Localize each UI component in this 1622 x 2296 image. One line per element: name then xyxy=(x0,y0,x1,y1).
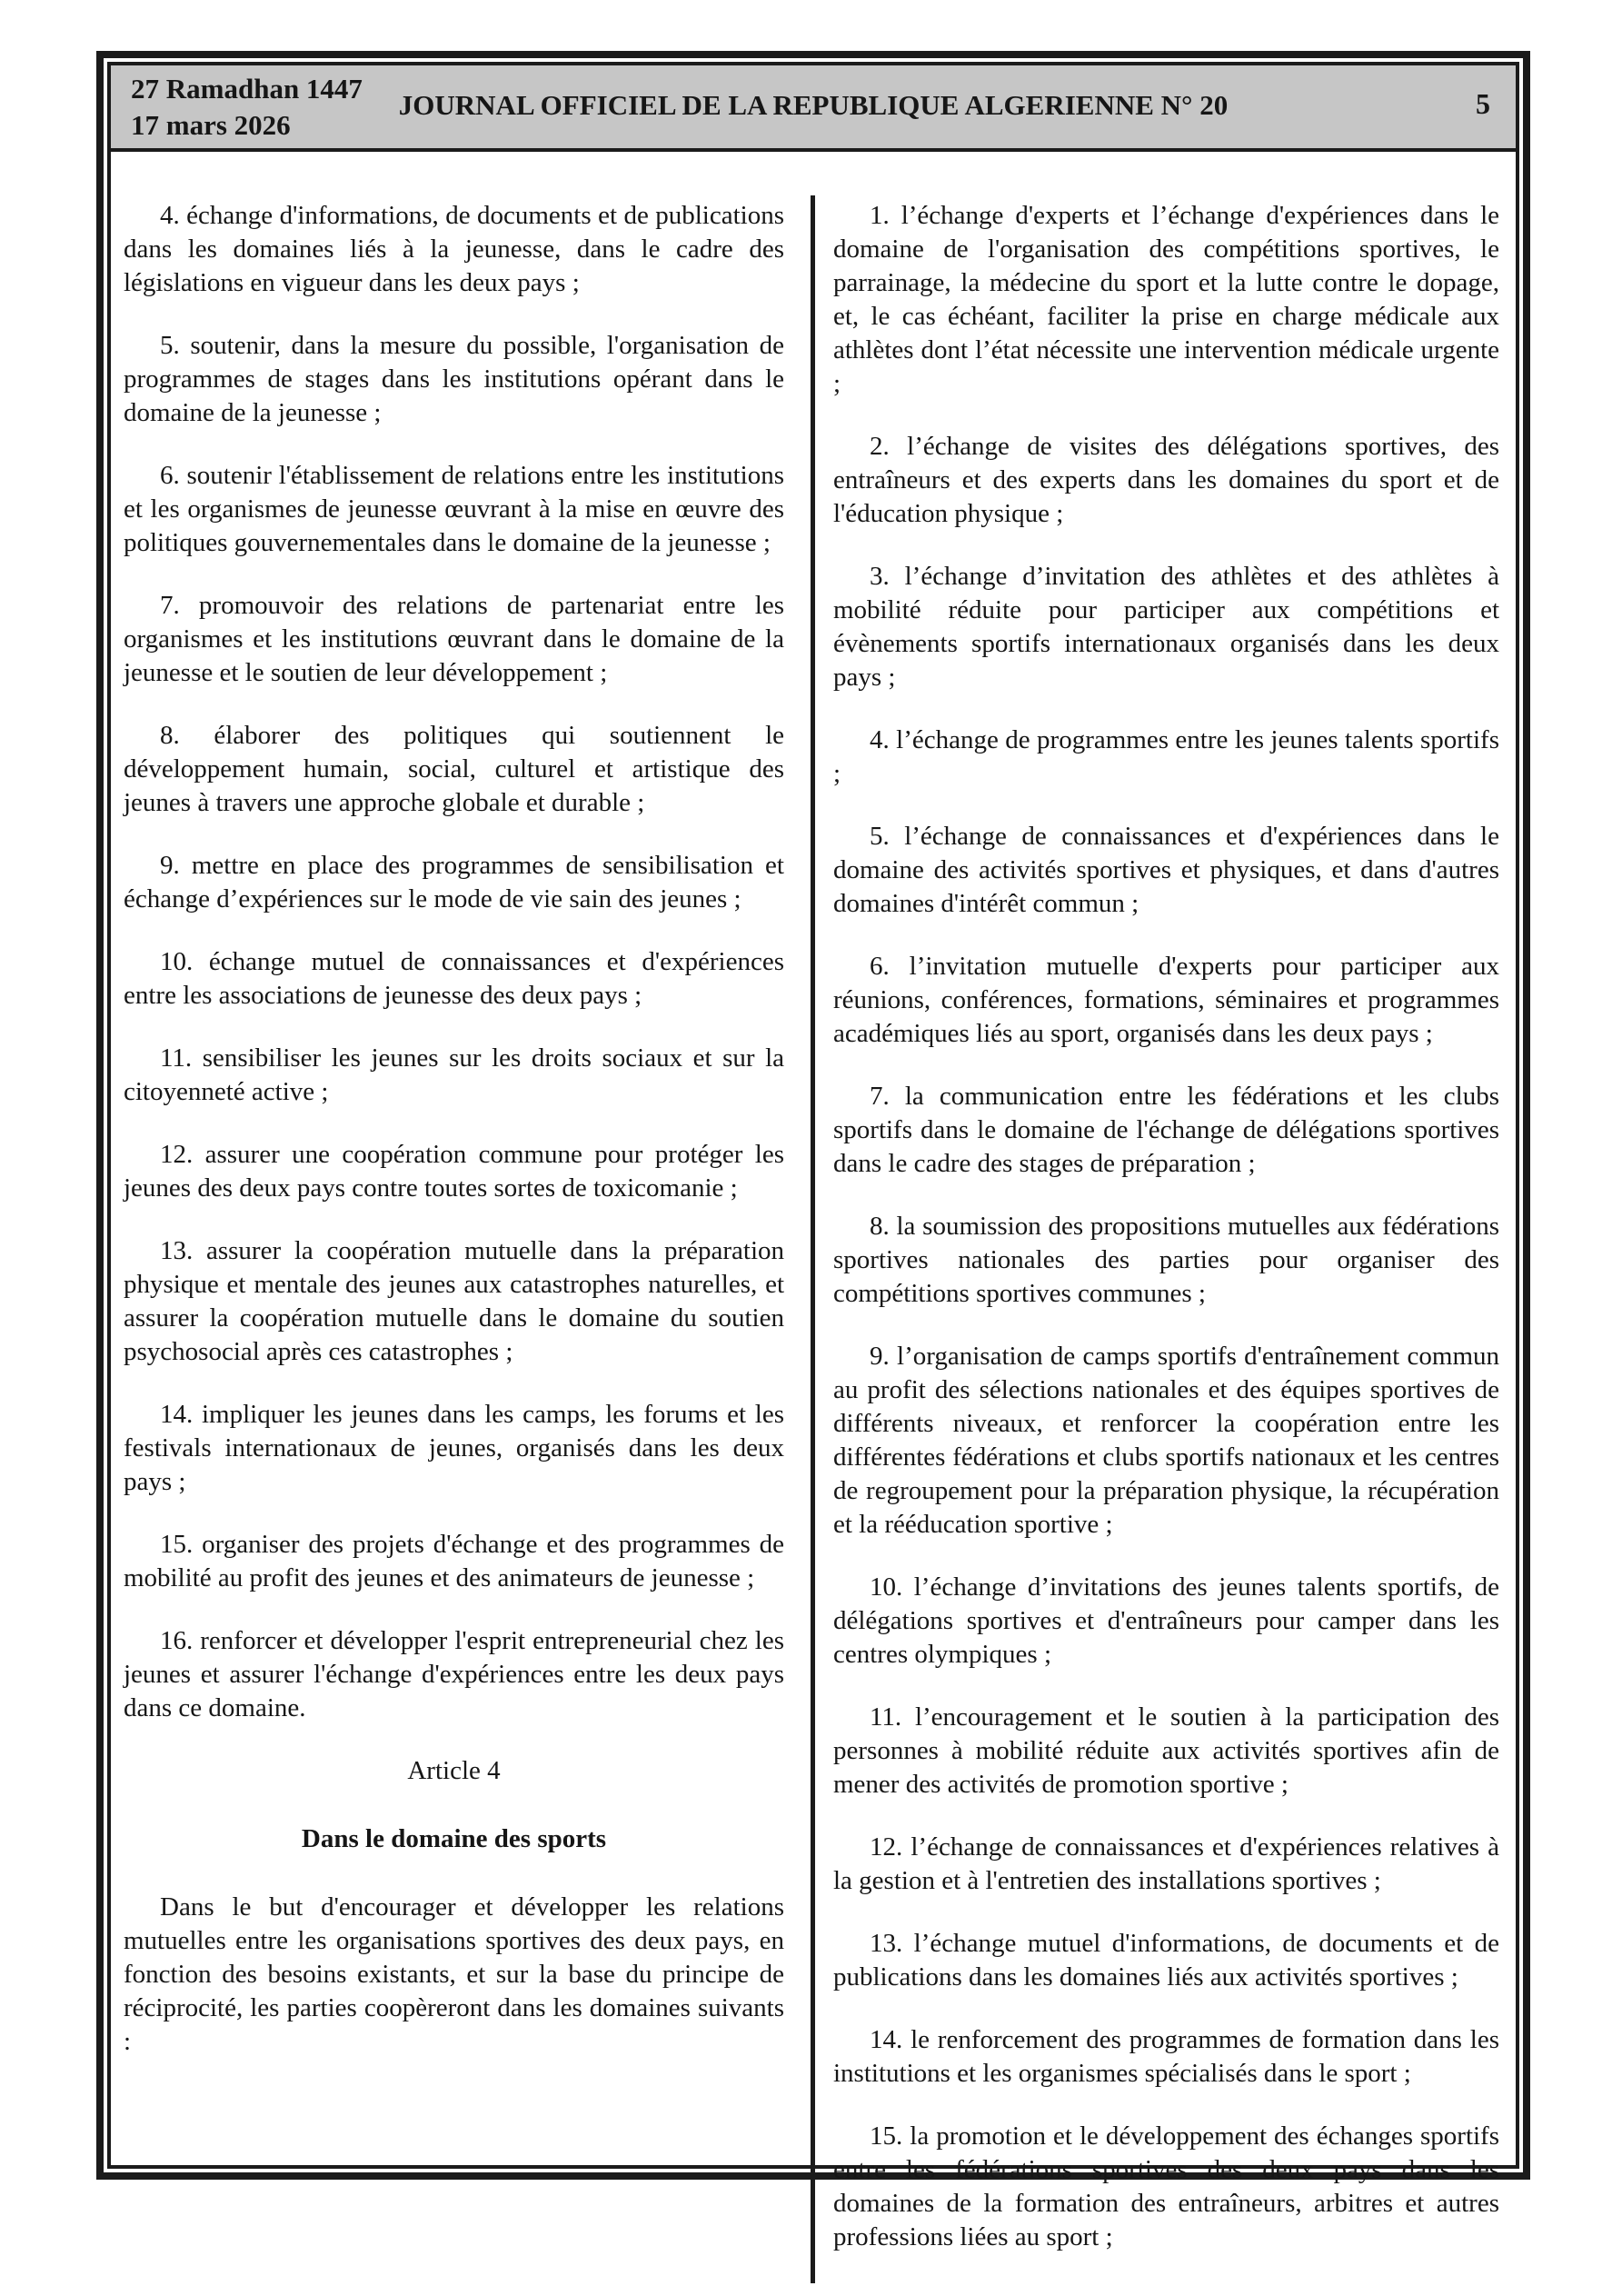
numbered-item: 11. l’encouragement et le soutien à la participation des personnes à mobilité réduite aux activités sportives afin de mener des activités de promotion sportive ; xyxy=(833,1702,1499,1799)
numbered-item: 6. l’invitation mutuelle d'experts pour participer aux réunions, conférences, formations, séminaires et programmes académiques liés au sport, organisés dans les deux pays ; xyxy=(833,952,1499,1048)
numbered-item: 10. échange mutuel de connaissances et d'expériences entre les associations de jeunesse des deux pays ; xyxy=(124,947,784,1010)
article-heading: Article 4 xyxy=(407,1756,501,1785)
page-frame xyxy=(96,51,1530,2251)
numbered-item: 13. l’échange mutuel d'informations, de documents et de publications dans les domaines liés aux activités sportives ; xyxy=(833,1929,1499,1992)
gregorian-date: 17 mars 2026 xyxy=(131,109,291,141)
page-number: 5 xyxy=(1476,87,1490,120)
numbered-item: 9. l’organisation de camps sportifs d'entraînement commun au profit des sélections nationales et des équipes sportives de différents niveaux, et renforcer la coopération entre les différentes fédérations et clubs sportifs nationaux et les centres de regroupement pour la préparation physique, la récupération et la rééducation sportive ; xyxy=(833,1342,1499,1539)
numbered-item: 15. organiser des projets d'échange et des programmes de mobilité au profit des jeunes et des animateurs de jeunesse ; xyxy=(124,1530,784,1592)
numbered-item: 12. assurer une coopération commune pour protéger les jeunes des deux pays contre toutes sortes de toxicomanie ; xyxy=(124,1140,784,1203)
numbered-item: 3. l’échange d’invitation des athlètes et des athlètes à mobilité réduite pour participer aux compétitions et évènements sportifs internationaux organisés dans les deux pays ; xyxy=(833,562,1499,692)
numbered-item: 10. l’échange d’invitations des jeunes talents sportifs, de délégations sportives et d'entraîneurs pour camper dans les centres olympiques ; xyxy=(833,1572,1499,1669)
page-content xyxy=(111,152,1516,2283)
numbered-item: 5. soutenir, dans la mesure du possible, l'organisation de programmes de stages dans les institutions opérant dans le domaine de la jeunesse ; xyxy=(124,331,784,427)
article-subtitle: Dans le domaine des sports xyxy=(301,1824,607,1853)
numbered-item: 16. renforcer et développer l'esprit entrepreneurial chez les jeunes et assurer l'échange d'expériences entre les deux pays dans ce domaine. xyxy=(124,1626,784,1722)
numbered-item: 14. le renforcement des programmes de formation dans les institutions et les organismes spécialisés dans le sport ; xyxy=(833,2025,1499,2088)
numbered-item: 14. impliquer les jeunes dans les camps, les forums et les festivals internationaux de jeunes, organisés dans les deux pays ; xyxy=(124,1400,784,1496)
numbered-item: 4. échange d'informations, de documents et de publications dans les domaines liés à la jeunesse, dans le cadre des législations en vigueur dans les deux pays ; xyxy=(124,201,784,297)
numbered-item: 5. l’échange de connaissances et d'expériences dans le domaine des activités sportives et physiques, et dans d'autres domaines d'intérêt commun ; xyxy=(833,822,1499,918)
journal-header xyxy=(111,65,1516,152)
numbered-item: 12. l’échange de connaissances et d'expériences relatives à la gestion et à l'entretien des installations sportives ; xyxy=(833,1832,1499,1895)
numbered-item: 1. l’échange d'experts et l’échange d'expériences dans le domaine de l'organisation des compétitions sportives, le parrainage, la médecine du sport et la lutte contre le dopage, et, le cas échéant, faciliter la prise en charge médicale aux athlètes dont l’état nécessite une intervention médicale urgente ; xyxy=(833,201,1499,398)
numbered-item: 8. élaborer des politiques qui soutiennent le développement humain, social, culturel et artistique des jeunes à travers une approche globale et durable ; xyxy=(124,721,784,817)
closing-paragraph: Dans le but d'encourager et développer les relations mutuelles entre les organisations sportives des deux pays, en fonction des besoins existants, et sur la base du principe de réciprocité, les parties coopèreront dans les domaines suivants : xyxy=(124,1892,784,2056)
journal-title: JOURNAL OFFICIEL DE LA REPUBLIQUE ALGERIENNE N° 20 xyxy=(398,89,1229,121)
page-frame-inner xyxy=(107,62,1519,2251)
numbered-item: 7. la communication entre les fédérations et les clubs sportifs dans le domaine de l'échange de délégations sportives dans le cadre des stages de préparation ; xyxy=(833,1082,1499,1178)
hijri-date: 27 Ramadhan 1447 xyxy=(131,73,363,105)
column-divider xyxy=(811,195,815,2283)
numbered-item: 2. l’échange de visites des délégations sportives, des entraîneurs et des experts dans les domaines du sport et de l'éducation physique ; xyxy=(833,432,1499,528)
numbered-item: 9. mettre en place des programmes de sensibilisation et échange d’expériences sur le mode de vie sain des jeunes ; xyxy=(124,851,784,913)
left-column xyxy=(111,152,813,2283)
right-column xyxy=(813,152,1516,2283)
numbered-item: 13. assurer la coopération mutuelle dans la préparation physique et mentale des jeunes aux catastrophes naturelles, et assurer la coopération mutuelle dans le domaine du soutien psychosocial après ces catastrophes ; xyxy=(124,1236,784,1366)
numbered-item: 11. sensibiliser les jeunes sur les droits sociaux et sur la citoyenneté active ; xyxy=(124,1043,784,1106)
numbered-item: 6. soutenir l'établissement de relations entre les institutions et les organismes de jeunesse œuvrant à la mise en œuvre des politiques gouvernementales dans le domaine de la jeunesse ; xyxy=(124,461,784,557)
numbered-item: 15. la promotion et le développement des échanges sportifs entre les fédérations sportives des deux pays dans les domaines de la formation des entraîneurs, arbitres et autres professions liées au sport ; xyxy=(833,2121,1499,2251)
numbered-item: 7. promouvoir des relations de partenariat entre les organismes et les institutions œuvrant dans le domaine de la jeunesse et le soutien de leur développement ; xyxy=(124,591,784,687)
numbered-item: 4. l’échange de programmes entre les jeunes talents sportifs ; xyxy=(833,725,1499,788)
numbered-item: 8. la soumission des propositions mutuelles aux fédérations sportives nationales des parties pour organiser des compétitions sportives communes ; xyxy=(833,1212,1499,1308)
